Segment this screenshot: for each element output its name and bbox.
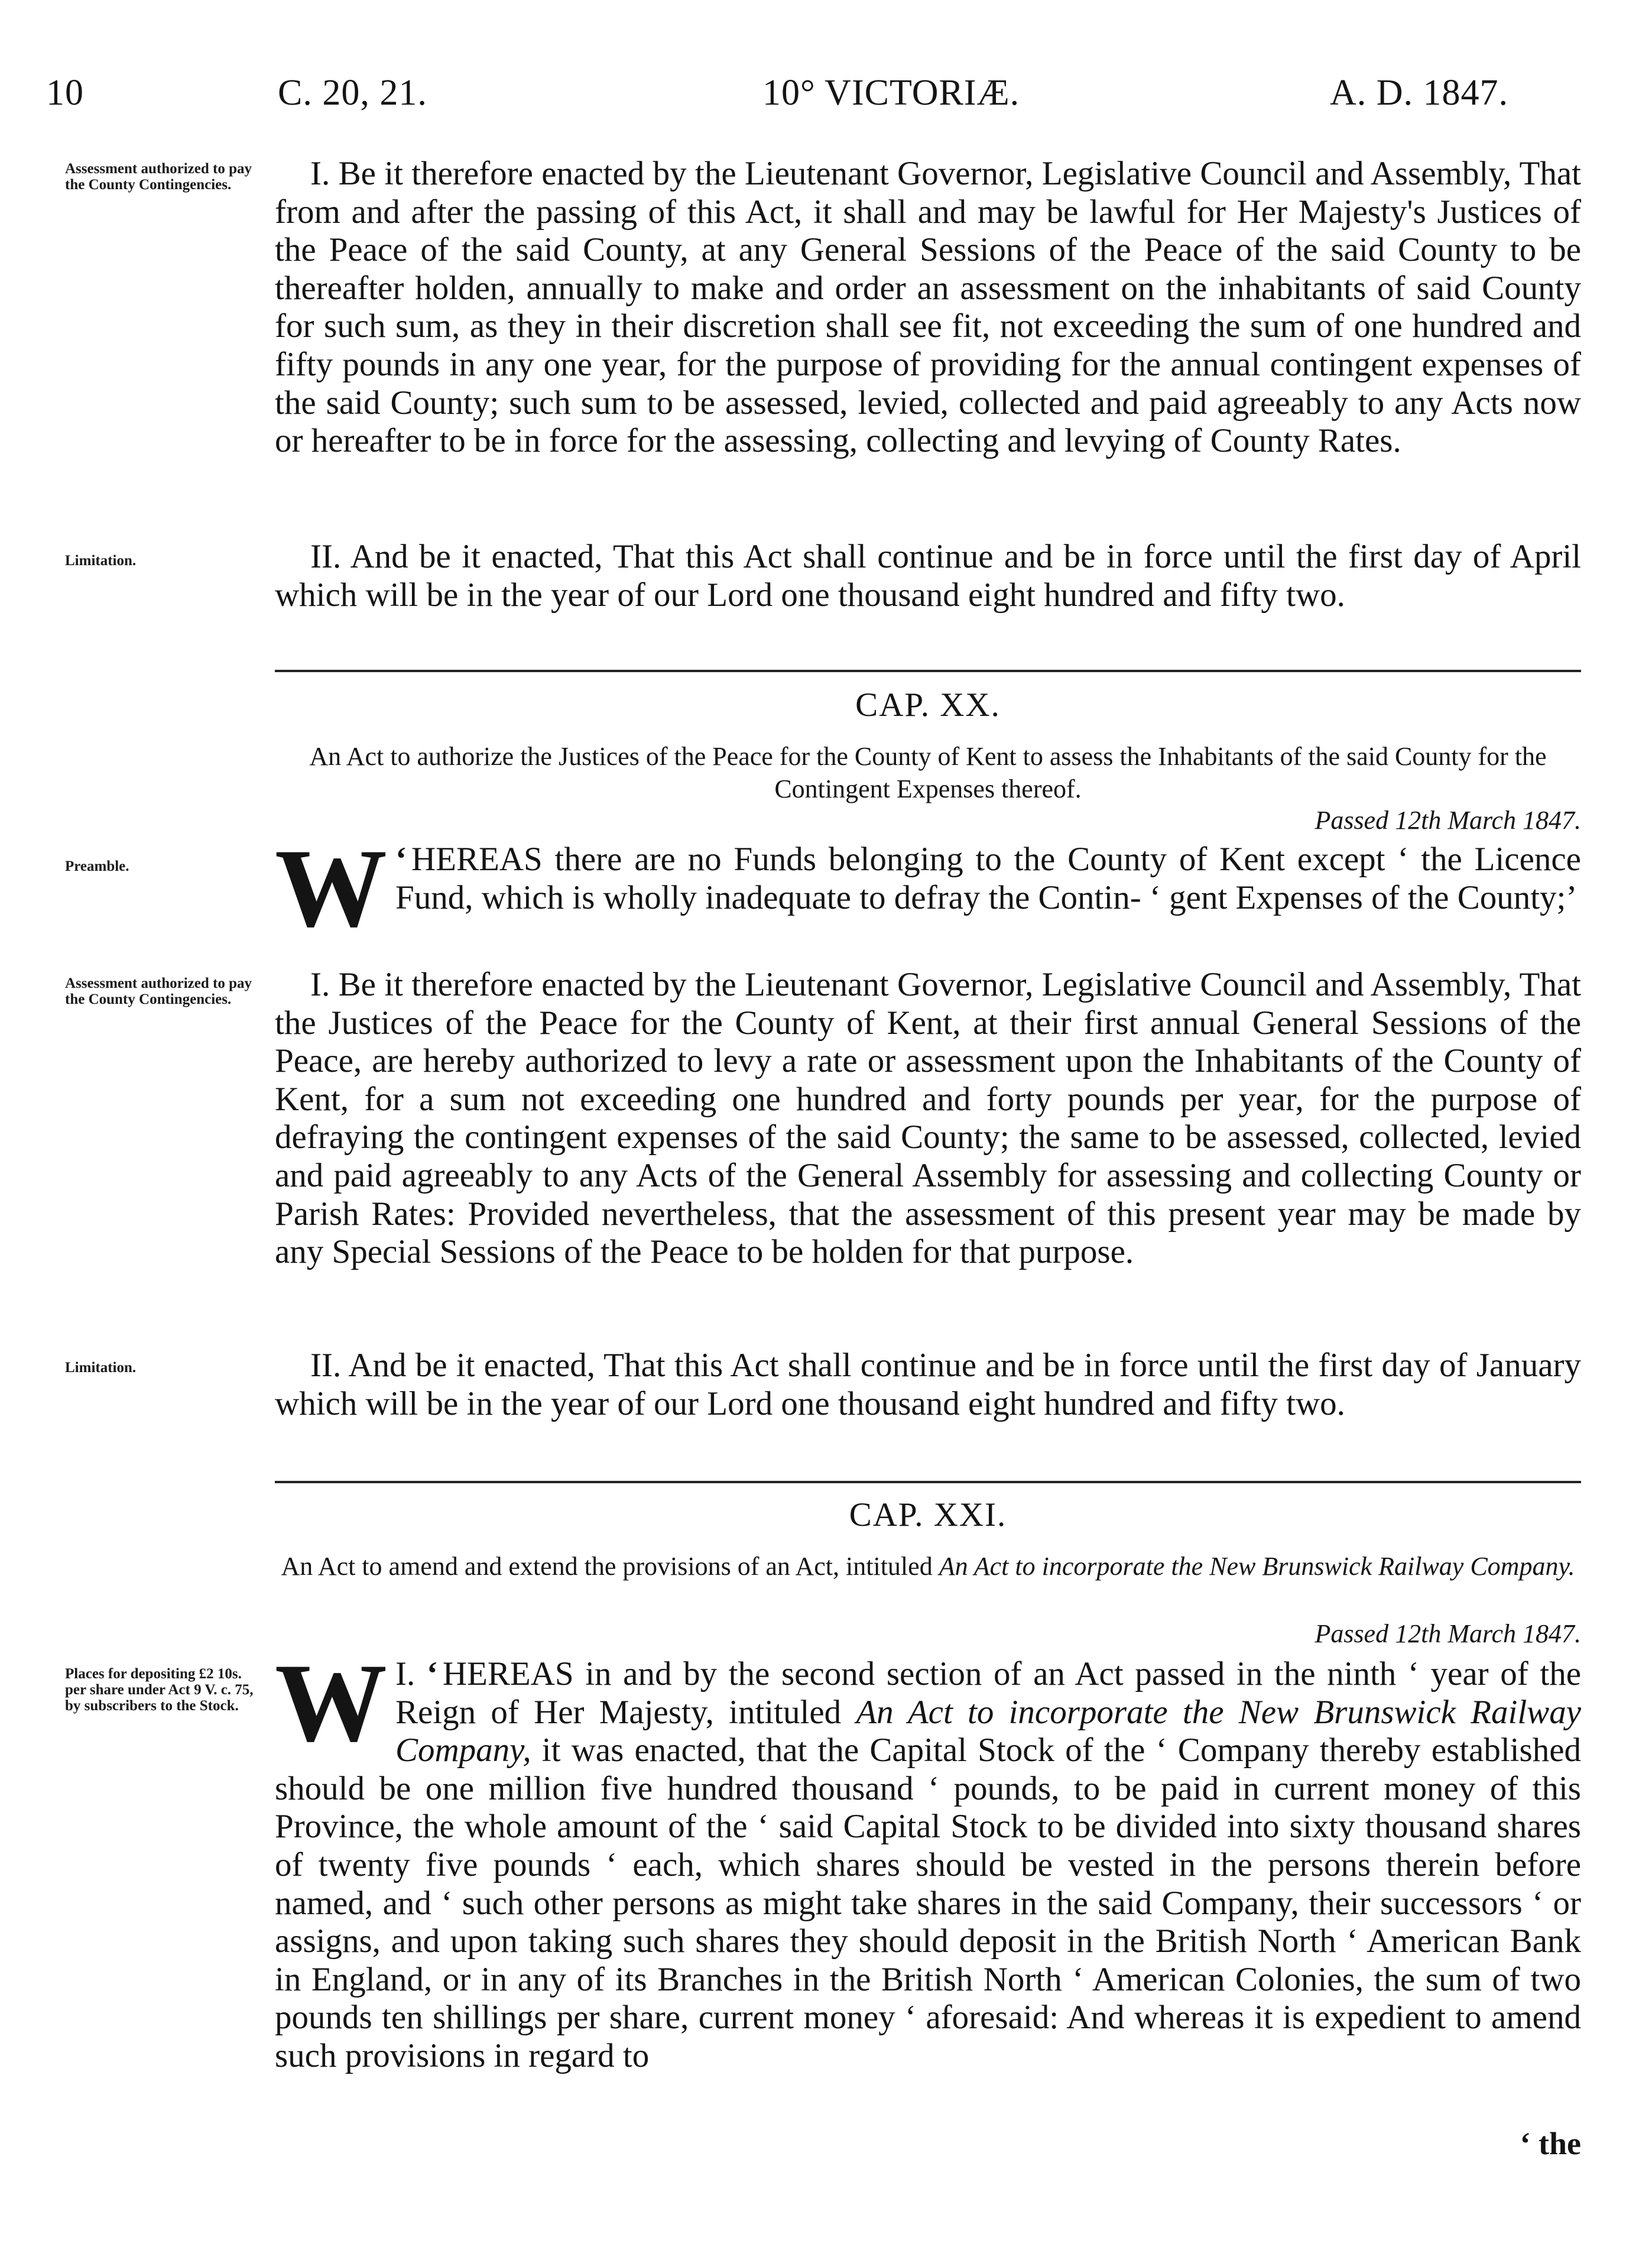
regnal-year: 10° VICTORIÆ. xyxy=(762,73,1020,113)
cap-21-preamble-text-1: HEREAS in and by the second section of an Act passed in the ninth ‘ year of the Reign of Her Majesty, intituled xyxy=(395,1655,1581,1731)
running-header xyxy=(0,72,1652,119)
margin-note-limitation-cap20: Limitation. xyxy=(65,1360,137,1376)
cap-20-preamble-text: HEREAS there are no Funds belonging to the County of Kent except ‘ the Licence Fund, which is wholly inadequate to defray the Contin- ‘ gent Expenses of the County;’ xyxy=(395,841,1581,916)
cap-21-preamble-text-2: it was enacted, that the Capital Stock of the ‘ Company thereby established should be one million five hundred thousand ‘ pounds, to be paid in current money of this Province, the whole amount of the ‘ said Capital Stock to be divided into sixty thousand shares of twenty five pounds ‘ each, which shares should be vested in the persons therein before named, and ‘ such other persons as might take shares in the said Company, their successors ‘ or assigns, and upon taking such shares they should deposit in the British North ‘ American Bank in England, or in any of its Branches in the British North ‘ American Colonies, the sum of two pounds ten shillings per share, current money ‘ aforesaid: And whereas it is expedient to amend such provisions in regard to xyxy=(275,1732,1581,2074)
cap-20-title: An Act to authorize the Justices of the Peace for the County of Kent to assess the Inhabitants of the said County for the Contingent Expenses thereof. xyxy=(309,742,1547,803)
cap-21-title-italic: An Act to incorporate the New Brunswick Railway Company. xyxy=(939,1552,1575,1581)
margin-note-assessment: Assessment authorized to pay the County Contingencies. xyxy=(65,161,252,193)
cap-21-passed-date: Passed 12th March 1847. xyxy=(1315,1619,1581,1648)
cap-20-preamble xyxy=(275,826,1581,951)
margin-note-preamble: Preamble. xyxy=(65,858,129,874)
section-rule xyxy=(275,670,1581,672)
margin-note-assessment-cap20: Assessment authorized to pay the County Contingencies. xyxy=(65,975,252,1007)
cap-20-section-1: I. Be it therefore enacted by the Lieutenant Governor, Legislative Council and Assembly, That the Justices of the Peace for the County of Kent, at their first annual General Sessions of the Peace, are hereby authorized to levy a rate or assessment upon the Inhabitants of the County of Kent, for a sum not exceeding one hundred and forty pounds per year, for the purpose of defraying the contingent expenses of the said County; the same to be assessed, collected, levied and paid agreeably to any Acts of the General Assembly for assessing and collecting County or Parish Rates: Provided nevertheless, that the assessment of this present year may be made by any Special Sessions of the Peace to be holden for that purpose. xyxy=(275,966,1581,1271)
section-rule xyxy=(275,1481,1581,1483)
page-number: 10 xyxy=(46,73,84,113)
cap-21-heading: CAP. XXI. xyxy=(849,1496,1007,1533)
prev-act-section-1: I. Be it therefore enacted by the Lieutenant Governor, Legislative Council and Assembly, That from and after the passing of this Act, it shall and may be lawful for Her Majesty's Justices of the Peace of the said County, at any General Sessions of the Peace of the said County to be thereafter holden, annually to make and order an assessment on the inhabitants of said County for such sum, as they in their discretion shall see fit, not exceeding the sum of one hundred and fifty pounds in any one year, for the purpose of providing for the annual contingent expenses of the said County; such sum to be assessed, levied, collected and paid agreeably to any Acts now or hereafter to be in force for the assessing, collecting and levying of County Rates. xyxy=(275,155,1581,460)
catchword: ‘ the xyxy=(1520,2126,1581,2161)
margin-note-limitation: Limitation. xyxy=(65,553,137,569)
cap-21-title-prefix: An Act to amend and extend the provisions of an Act, intituled xyxy=(281,1552,939,1581)
cap-20-passed-date: Passed 12th March 1847. xyxy=(1315,806,1581,835)
opening-quote: ‘ xyxy=(395,841,407,878)
drop-cap-letter: W xyxy=(275,826,387,951)
cap-21-title xyxy=(275,1550,1581,1583)
cap-21-preamble-italic: An Act to incorporate the New Brunswick Railway Company, xyxy=(395,1693,1581,1769)
cap-21-preamble xyxy=(275,1641,1581,2076)
opening-quote: ‘ xyxy=(426,1655,438,1692)
margin-note-deposit: Places for depositing £2 10s. per share under Act 9 V. c. 75, by subscribers to the Stock. xyxy=(65,1666,254,1714)
cap-20-section-2: II. And be it enacted, That this Act shall continue and be in force until the first day of January which will be in the year of our Lord one thousand eight hundred and fifty two. xyxy=(275,1347,1581,1422)
prev-act-section-2: II. And be it enacted, That this Act shall continue and be in force until the first day of April which will be in the year of our Lord one thousand eight hundred and fifty two. xyxy=(275,538,1581,614)
chapter-reference: C. 20, 21. xyxy=(278,73,427,113)
cap-20-heading: CAP. XX. xyxy=(855,686,1001,724)
drop-cap-letter: W xyxy=(275,1641,387,1765)
calendar-year: A. D. 1847. xyxy=(1330,73,1509,113)
section-numeral: I. xyxy=(395,1655,416,1692)
